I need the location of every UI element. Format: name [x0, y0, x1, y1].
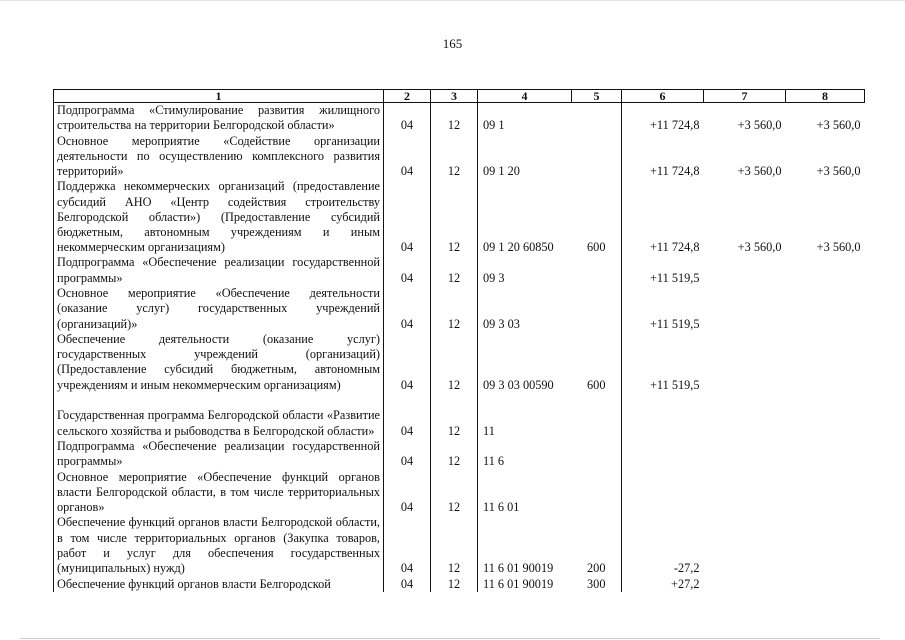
- row-description: Поддержка некоммерческих организаций (предоставление субсидий АНО «Центр содействия строительству Белгородской области») (Предоставление субсидий бюджетным, автономным учреждениям и иным некоммерческим организациям): [54, 179, 384, 255]
- row-expense-type: 300: [572, 576, 622, 592]
- column-header: 6: [622, 90, 704, 103]
- row-description: Основное мероприятие «Обеспечение деятельности (оказание услуг) государственных учреждений (организаций)»: [54, 286, 384, 332]
- row-section-code: 04: [384, 576, 431, 592]
- row-target-article: 09 1 20: [478, 133, 572, 179]
- row-subsection-code: 12: [431, 255, 478, 285]
- budget-table: [53, 89, 865, 592]
- row-target-article: 11 6 01: [478, 469, 572, 515]
- row-description: Обеспечение функций органов власти Белгородской: [54, 576, 384, 592]
- row-amount-col6: +11 724,8: [649, 164, 700, 179]
- row-target-article: 11: [478, 393, 572, 439]
- row-amount-col8: [786, 439, 865, 469]
- row-amount-col8: +3 560,0: [816, 118, 861, 133]
- row-description: Подпрограмма «Обеспечение реализации государственной программы»: [54, 255, 384, 285]
- column-header: 7: [704, 90, 786, 103]
- column-header: 2: [384, 90, 431, 103]
- row-description: Основное мероприятие «Содействие организации деятельности по осуществлению комплексного развития территорий»: [54, 133, 384, 179]
- row-subsection-code: 12: [431, 332, 478, 393]
- row-section-code: 04: [384, 179, 431, 255]
- row-amount-col6: +11 724,8: [649, 118, 700, 133]
- row-expense-type: [572, 469, 622, 515]
- scan-artifact: [20, 638, 880, 639]
- table-row: [54, 103, 865, 134]
- row-subsection-code: 12: [431, 286, 478, 332]
- row-target-article: 11 6: [478, 439, 572, 469]
- row-amount-col7: [704, 515, 786, 576]
- table-body: [54, 103, 865, 593]
- column-header: 5: [572, 90, 622, 103]
- row-expense-type: [572, 393, 622, 439]
- row-amount-col7: [704, 469, 786, 515]
- row-section-code: 04: [384, 332, 431, 393]
- table-row: [54, 393, 865, 439]
- row-amount-col7: [704, 255, 786, 285]
- row-amount-col7: [704, 286, 786, 332]
- row-amount-col8: [786, 332, 865, 393]
- column-header: 8: [786, 90, 865, 103]
- row-amount-col7: +3 560,0: [737, 164, 782, 179]
- row-subsection-code: 12: [431, 439, 478, 469]
- row-amount-col8: [786, 255, 865, 285]
- row-amount-col7: [704, 332, 786, 393]
- table-row: [54, 515, 865, 576]
- row-section-code: 04: [384, 286, 431, 332]
- column-header: 1: [54, 90, 384, 103]
- row-target-article: 09 3: [478, 255, 572, 285]
- table-row: [54, 286, 865, 332]
- row-amount-col7: [704, 439, 786, 469]
- table-row: [54, 439, 865, 469]
- row-expense-type: 600: [572, 179, 622, 255]
- row-amount-col6: +11 519,5: [649, 270, 700, 285]
- table-row: [54, 332, 865, 393]
- row-amount-col8: [786, 576, 865, 592]
- row-expense-type: [572, 255, 622, 285]
- row-amount-col6: +11 519,5: [649, 316, 700, 331]
- row-amount-col6: [622, 439, 704, 469]
- row-section-code: 04: [384, 133, 431, 179]
- row-amount-col7: [704, 393, 786, 439]
- row-expense-type: [572, 133, 622, 179]
- row-amount-col6: +11 519,5: [649, 377, 700, 392]
- row-amount-col8: [786, 286, 865, 332]
- row-description: Подпрограмма «Обеспечение реализации государственной программы»: [54, 439, 384, 469]
- row-target-article: 09 3 03: [478, 286, 572, 332]
- row-subsection-code: 12: [431, 133, 478, 179]
- row-amount-col7: +3 560,0: [737, 240, 782, 255]
- row-section-code: 04: [384, 103, 431, 134]
- row-subsection-code: 12: [431, 469, 478, 515]
- row-expense-type: [572, 103, 622, 134]
- page-number: 165: [442, 36, 463, 51]
- row-amount-col6: +27,2: [671, 577, 700, 592]
- column-header: 3: [431, 90, 478, 103]
- row-expense-type: 200: [572, 515, 622, 576]
- scan-artifact: [0, 0, 905, 1]
- table-row: [54, 576, 865, 592]
- row-target-article: 11 6 01 90019: [478, 515, 572, 576]
- row-amount-col8: +3 560,0: [816, 240, 861, 255]
- row-description: Обеспечение деятельности (оказание услуг) государственных учреждений (организаций) (Предоставление субсидий бюджетным, автономным учреждениям и иным некоммерческим организациям): [54, 332, 384, 393]
- row-target-article: 11 6 01 90019: [478, 576, 572, 592]
- row-subsection-code: 12: [431, 103, 478, 134]
- row-amount-col8: +3 560,0: [816, 164, 861, 179]
- row-subsection-code: 12: [431, 179, 478, 255]
- row-target-article: 09 3 03 00590: [478, 332, 572, 393]
- row-description: Государственная программа Белгородской области «Развитие сельского хозяйства и рыбоводства в Белгородской области»: [54, 393, 384, 439]
- row-amount-col8: [786, 515, 865, 576]
- row-amount-col6: +11 724,8: [649, 240, 700, 255]
- row-target-article: 09 1: [478, 103, 572, 134]
- row-amount-col6: -27,2: [673, 561, 700, 576]
- row-expense-type: 600: [572, 332, 622, 393]
- row-subsection-code: 12: [431, 576, 478, 592]
- table-row: [54, 255, 865, 285]
- row-amount-col7: [704, 576, 786, 592]
- row-amount-col6: [622, 393, 704, 439]
- row-subsection-code: 12: [431, 515, 478, 576]
- column-header: 4: [478, 90, 572, 103]
- row-amount-col8: [786, 393, 865, 439]
- row-amount-col8: [786, 469, 865, 515]
- table-row: [54, 179, 865, 255]
- table-row: [54, 133, 865, 179]
- row-description: Обеспечение функций органов власти Белгородской области, в том числе территориальных органов (Закупка товаров, работ и услуг для обеспечения государственных (муниципальных) нужд): [54, 515, 384, 576]
- row-expense-type: [572, 439, 622, 469]
- row-section-code: 04: [384, 439, 431, 469]
- row-subsection-code: 12: [431, 393, 478, 439]
- row-section-code: 04: [384, 393, 431, 439]
- table-row: [54, 469, 865, 515]
- row-section-code: 04: [384, 255, 431, 285]
- row-description: Основное мероприятие «Обеспечение функций органов власти Белгородской области, в том числе территориальных органов»: [54, 469, 384, 515]
- row-description: Подпрограмма «Стимулирование развития жилищного строительства на территории Белгородской области»: [54, 103, 384, 134]
- row-section-code: 04: [384, 515, 431, 576]
- row-section-code: 04: [384, 469, 431, 515]
- row-target-article: 09 1 20 60850: [478, 179, 572, 255]
- row-amount-col6: [622, 469, 704, 515]
- table-header-row: [54, 90, 865, 103]
- row-expense-type: [572, 286, 622, 332]
- row-amount-col7: +3 560,0: [737, 118, 782, 133]
